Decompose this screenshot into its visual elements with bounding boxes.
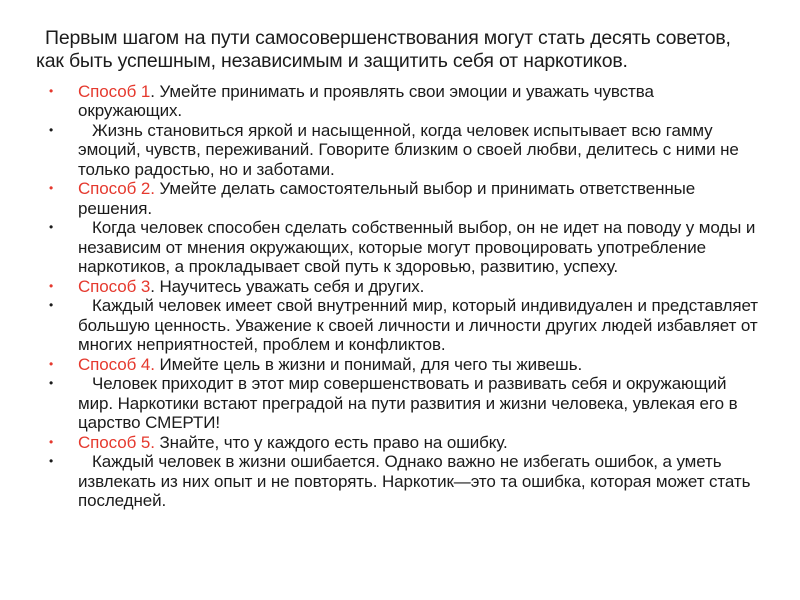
- body-text: Жизнь становиться яркой и насыщенной, когда человек испытывает всю гамму эмоций, чувств, переживаний. Говорите близким о своей любви, делитесь с ними не только радостью, но и заботами.: [78, 120, 739, 179]
- list-item-body: [36, 452, 762, 511]
- bullet-icon: •: [49, 434, 54, 449]
- list-item-text: [78, 355, 762, 375]
- method-text: . Научитесь уважать себя и других.: [150, 276, 425, 296]
- bullet-icon: •: [49, 122, 54, 137]
- method-label: Способ 3: [78, 276, 151, 296]
- body-text: Человек приходит в этот мир совершенствовать и развивать себя и окружающий мир. Наркотики встают преградой на пути развития и жизни человека, увлекая его в царство СМЕРТИ!: [78, 374, 738, 433]
- list-item-body: [36, 218, 762, 277]
- bullet-icon: •: [49, 181, 54, 196]
- body-text: Каждый человек имеет свой внутренний мир, который индивидуален и представляет большую ценность. Уважение к своей личности и личности других людей избавляет от многих неприятностей, проблем и конфликтов.: [78, 296, 758, 355]
- list-item-text: [78, 277, 762, 297]
- method-text: Умейте делать самостоятельный выбор и принимать ответственные решения.: [78, 179, 696, 218]
- list-item-body: [36, 296, 762, 355]
- method-label: Способ 5.: [78, 432, 155, 452]
- tips-list: [36, 82, 762, 511]
- list-item-text: [78, 374, 762, 433]
- body-text: Когда человек способен сделать собственный выбор, он не идет на поводу у моды и независим от мнения окружающих, которые могут провоцировать употребление наркотиков, а прокладывает свой путь к здоровью, развитию, успеху.: [78, 218, 756, 277]
- list-item-text: [78, 179, 762, 218]
- list-item-text: [78, 121, 762, 180]
- bullet-icon: •: [49, 356, 54, 371]
- list-item-text: [78, 82, 762, 121]
- bullet-icon: •: [49, 278, 54, 293]
- list-item-method-5: [36, 433, 762, 453]
- bullet-icon: •: [49, 298, 54, 313]
- method-label: Способ 2.: [78, 179, 155, 199]
- list-item-body: [36, 374, 762, 433]
- list-item-method-2: [36, 179, 762, 218]
- page-title: Первым шагом на пути самосовершенствования могут стать десять советов, как быть успешным, независимым и защитить себя от наркотиков.: [36, 27, 731, 73]
- method-label: Способ 1: [78, 81, 151, 101]
- bullet-icon: •: [49, 376, 54, 391]
- list-item-method-1: [36, 82, 762, 121]
- bullet-icon: •: [49, 454, 54, 469]
- method-label: Способ 4.: [78, 354, 155, 374]
- bullet-icon: •: [49, 83, 54, 98]
- list-item-body: [36, 121, 762, 180]
- list-item-text: [78, 452, 762, 511]
- list-item-method-3: [36, 277, 762, 297]
- bullet-icon: •: [49, 220, 54, 235]
- method-text: Знайте, что у каждого есть право на ошибку.: [154, 432, 508, 452]
- body-text: Каждый человек в жизни ошибается. Однако важно не избегать ошибок, а уметь извлекать из них опыт и не повторять. Наркотик—это та ошибка, которая может стать последней.: [78, 452, 751, 511]
- list-item-text: [78, 218, 762, 277]
- method-text: . Умейте принимать и проявлять свои эмоции и уважать чувства окружающих.: [78, 81, 654, 121]
- method-text: Имейте цель в жизни и понимай, для чего ты живешь.: [154, 354, 583, 374]
- list-item-text: [78, 433, 762, 453]
- list-item-method-4: [36, 355, 762, 375]
- list-item-text: [78, 296, 762, 355]
